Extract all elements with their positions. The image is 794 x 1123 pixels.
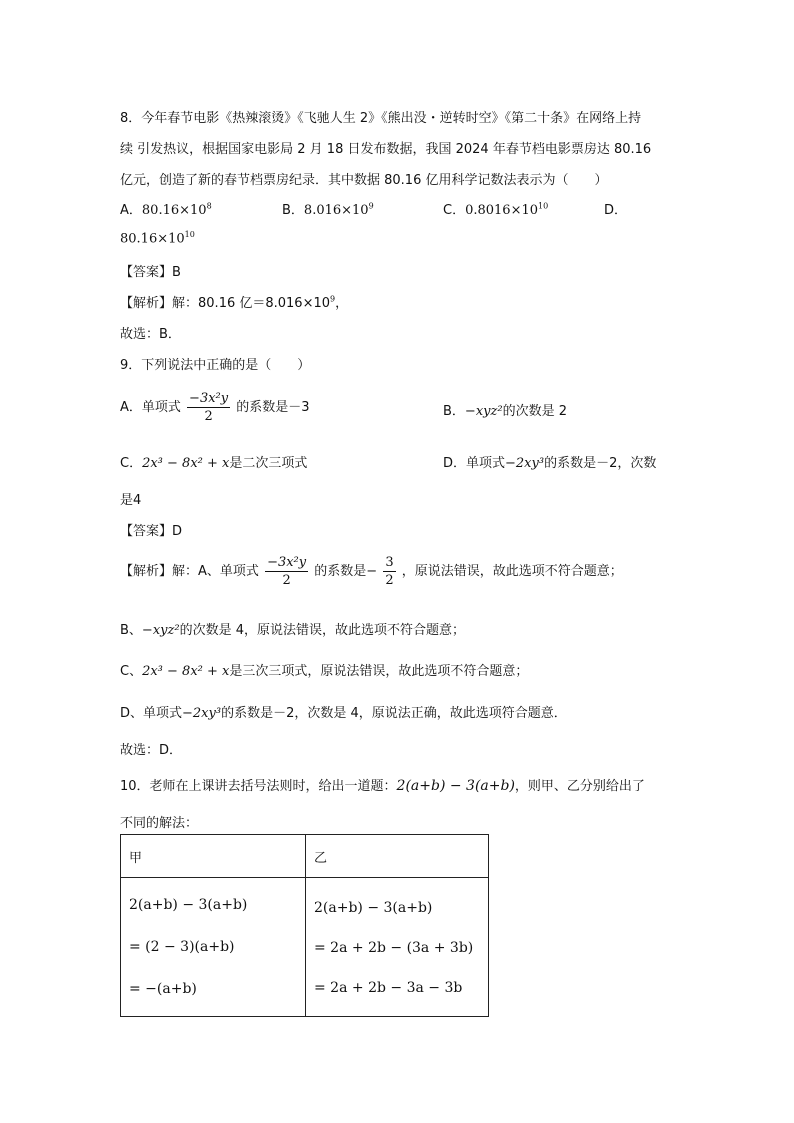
q10-line1: 10．老师在上课讲去括号法则时，给出一道题：2(a+b) − 3(a+b)，则甲、乙分别给出了 <box>120 778 645 794</box>
q8-line2: 续 引发热议，根据国家电影局 2 月 18 日发布数据，我国 2024 年春节档电影票房达 80.16 <box>120 142 652 157</box>
q9-option-d-continued: 是4 <box>120 493 142 508</box>
q8-answer: 【答案】B <box>120 265 181 280</box>
q9-analysis-d: D、单项式−2xy³的系数是－2，次数是 4，原说法正确，故此选项符合题意． <box>120 706 567 721</box>
solution-table <box>120 834 489 1017</box>
jia-step-2: = (2 − 3)(a+b) <box>129 939 235 955</box>
q8-option-d-label: D． <box>604 203 628 218</box>
jia-step-3: = −(a+b) <box>129 981 197 997</box>
q8-line1: 8．今年春节电影《热辣滚烫》《飞驰人生 2》《熊出没・逆转时空》《第二十条》在网络上持 <box>120 111 642 126</box>
q9-option-d: D．单项式−2xy³的系数是－2，次数 <box>443 456 657 471</box>
q9-option-b: B．−xyz²的次数是 2 <box>443 404 567 419</box>
q9-analysis-a: 【解析】解：A、单项式 $\frac{\text{−3x²y}}{2}$ 的系数是− $\frac{3}{2}$ ，原说法错误，故此选项不符合题意； <box>120 555 623 588</box>
q8-option-b: B．$8.016\times 10^9$ <box>282 201 374 218</box>
q9-option-a: A．单项式 $\frac{\text{−3x²y}}{2}$ 的系数是－3 <box>120 391 310 424</box>
q8-line3: 亿元，创造了新的春节档票房纪录．其中数据 80.16 亿用科学记数法表示为（ ） <box>120 173 608 188</box>
q8-option-a: A．$80.16\times 10^8$ <box>120 201 212 218</box>
table-cell-yi <box>306 878 489 1017</box>
q9-option-a-fraction: $\frac{\text{−3x²y}}{2}$ <box>189 391 229 424</box>
q8-analysis: 【解析】解：80.16 亿$=8.016\times 10^9$， <box>120 294 349 311</box>
q9-analysis-a-coefficient: $\frac{3}{2}$ <box>385 555 394 588</box>
table-header-row <box>121 835 489 878</box>
q10-line2: 不同的解法： <box>120 816 199 831</box>
table-row <box>121 878 489 1017</box>
table-header-jia: 甲 <box>121 835 306 878</box>
yi-step-3: = 2a + 2b − 3a − 3b <box>314 980 463 996</box>
yi-step-2: = 2a + 2b − (3a + 3b) <box>314 940 474 956</box>
q9-analysis-c: C、2x³ − 8x² + x是三次三项式，原说法错误，故此选项不符合题意； <box>120 664 529 679</box>
q8-option-c: C．$0.8016\times 10^{10}$ <box>443 201 549 218</box>
q9-answer: 【答案】D <box>120 524 183 539</box>
q9-option-c: C．2x³ − 8x² + x是二次三项式 <box>120 456 308 471</box>
q9-analysis-b: B、−xyz²的次数是 4，原说法错误，故此选项不符合题意； <box>120 623 465 638</box>
q9-stem: 9．下列说法中正确的是（ ） <box>120 358 311 373</box>
q9-analysis-a-fraction: $\frac{\text{−3x²y}}{2}$ <box>267 555 307 588</box>
yi-step-1: 2(a+b) − 3(a+b) <box>314 900 433 916</box>
table-header-yi: 乙 <box>306 835 489 878</box>
q8-conclusion: 故选：B． <box>120 327 181 342</box>
table-cell-jia <box>121 878 306 1017</box>
q9-conclusion: 故选：D． <box>120 743 183 758</box>
q8-option-d: $80.16\times 10^{10}$ <box>120 230 195 247</box>
jia-step-1: 2(a+b) − 3(a+b) <box>129 897 248 913</box>
